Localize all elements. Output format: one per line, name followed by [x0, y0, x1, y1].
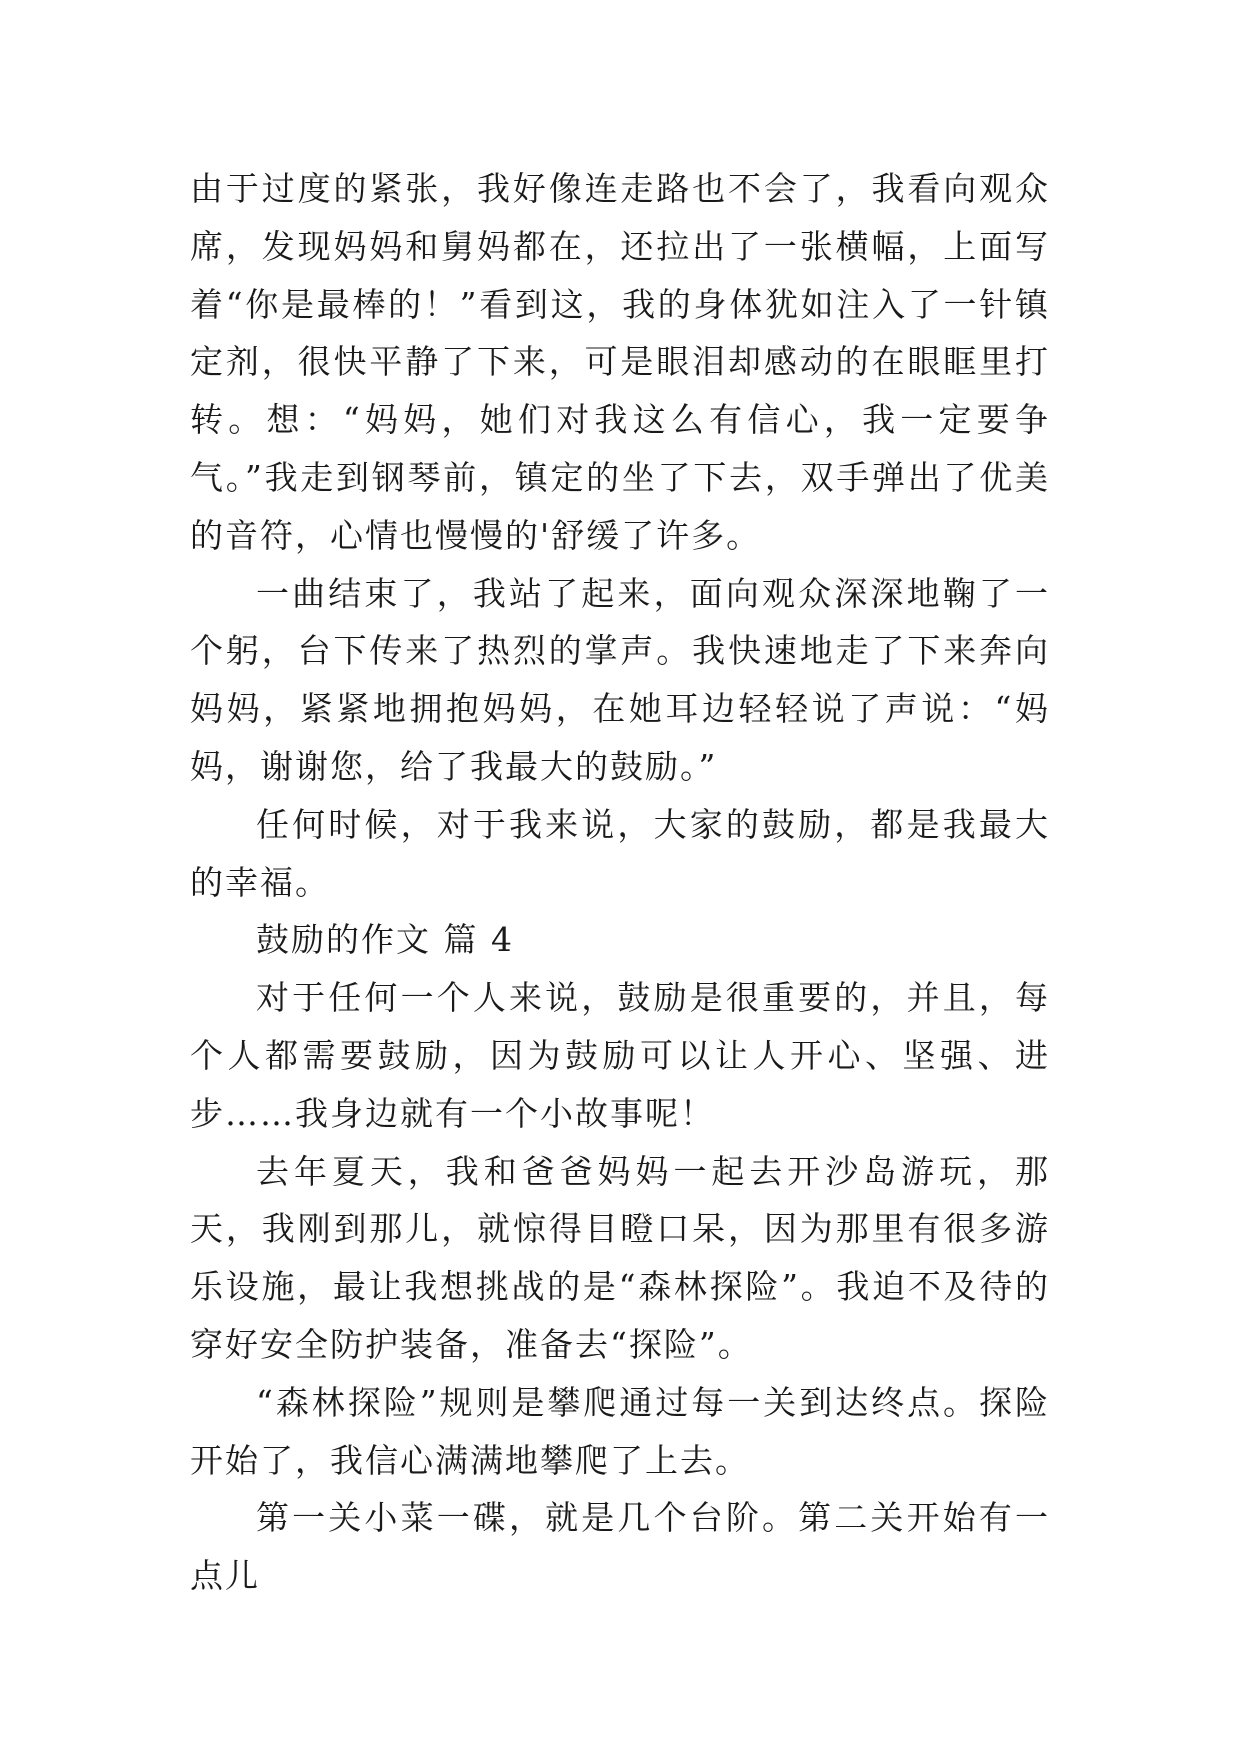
paragraph: 一曲结束了，我站了起来，面向观众深深地鞠了一个躬，台下传来了热烈的掌声。我快速地走了下来奔向妈妈，紧紧地拥抱妈妈，在她耳边轻轻说了声说：“妈妈，谢谢您，给了我最大的鼓励。” — [190, 573, 1050, 786]
document-body — [190, 160, 1050, 1605]
paragraph: 任何时候，对于我来说，大家的鼓励，都是我最大的幸福。 — [190, 804, 1050, 902]
paragraph-continued: 由于过度的紧张，我好像连走路也不会了，我看向观众席，发现妈妈和舅妈都在，还拉出了一张横幅，上面写着“你是最棒的！”看到这，我的身体犹如注入了一针镇定剂，很快平静了下来，可是眼泪却感动的在眼眶里打转。想：“妈妈，她们对我这么有信心，我一定要争气。”我走到钢琴前，镇定的坐了下去，双手弹出了优美的音符，心情也慢慢的'舒缓了许多。 — [190, 169, 1050, 555]
paragraph: 第一关小菜一碟，就是几个台阶。第二关开始有一点儿 — [190, 1498, 1050, 1596]
paragraph: 对于任何一个人来说，鼓励是很重要的，并且，每个人都需要鼓励，因为鼓励可以让人开心、坚强、进步……我身边就有一个小故事呢！ — [190, 978, 1050, 1133]
paragraph: 去年夏天，我和爸爸妈妈一起去开沙岛游玩，那天，我刚到那儿，就惊得目瞪口呆，因为那里有很多游乐设施，最让我想挑战的是“森林探险”。我迫不及待的穿好安全防护装备，准备去“探险”。 — [190, 1151, 1050, 1364]
paragraph: “森林探险”规则是攀爬通过每一关到达终点。探险开始了，我信心满满地攀爬了上去。 — [190, 1382, 1050, 1480]
section-heading: 鼓励的作文 篇 4 — [256, 920, 514, 960]
